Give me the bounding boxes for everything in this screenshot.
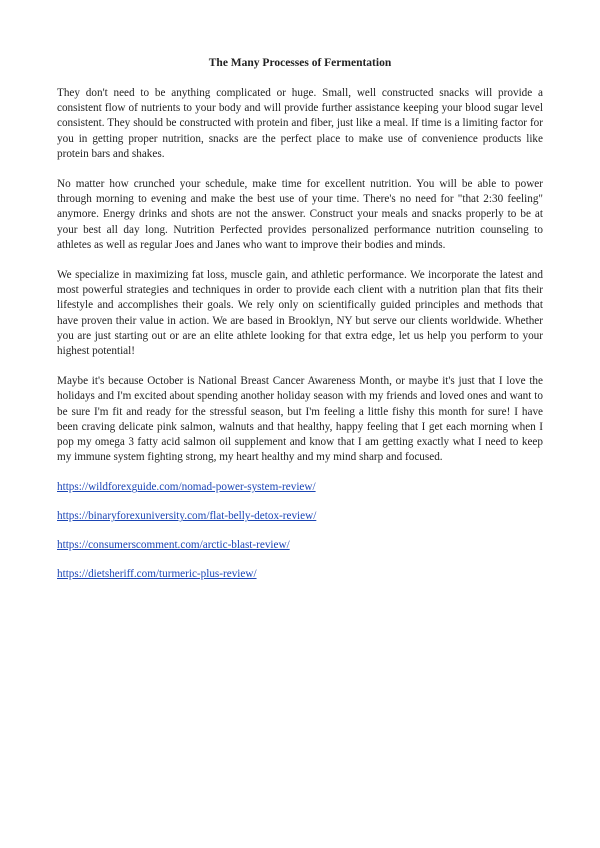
link-row (57, 567, 543, 582)
paragraph-october: Maybe it's because October is National Breast Cancer Awareness Month, or maybe it's just that I love the holidays and I'm excited about spending another holiday season with my friends and loved ones and want to be sure I'm fit and ready for the stressful season, but I'm feeling a little fishy this month for sure! I have been craving delicate pink salmon, walnuts and that healthy, happy feeling that I get each morning when I pop my omega 3 fatty acid salmon oil supplement and know that I am getting exactly what I need to keep my immune system fighting strong, my heart healthy and my mind sharp and focused. (57, 375, 543, 464)
link-list (57, 480, 543, 582)
link-row (57, 480, 543, 495)
document-title: The Many Processes of Fermentation (208, 57, 392, 69)
link-flat-belly-detox[interactable]: https://binaryforexuniversity.com/flat-belly-detox-review/ (57, 510, 317, 523)
link-turmeric-plus[interactable]: https://dietsheriff.com/turmeric-plus-review/ (57, 568, 257, 581)
document-page (57, 55, 543, 596)
link-nomad-power-system[interactable]: https://wildforexguide.com/nomad-power-system-review/ (57, 481, 316, 494)
paragraph-snacks: They don't need to be anything complicated or huge. Small, well constructed snacks will provide a consistent flow of nutrients to your body and will provide further assistance keeping your blood sugar level consistent. They should be constructed with protein and fiber, just like a meal. If time is a limiting factor for you in getting proper nutrition, snacks are the perfect place to make use of convenience products like protein bars and shakes. (57, 87, 543, 160)
paragraph-specialize: We specialize in maximizing fat loss, muscle gain, and athletic performance. We incorporate the latest and most powerful strategies and techniques in order to provide each client with a nutrition plan that fits their lifestyle and accomplishes their goals. We rely only on scientifically guided principles and methods that have proven their value in action. We are based in Brooklyn, NY but serve our clients worldwide. Whether you are just starting out or are an elite athlete looking for that extra edge, let us help you perform to your highest potential! (57, 269, 543, 358)
link-arctic-blast[interactable]: https://consumerscomment.com/arctic-blast-review/ (57, 539, 290, 552)
link-row (57, 509, 543, 524)
paragraph-schedule: No matter how crunched your schedule, make time for excellent nutrition. You will be able to power through morning to evening and make the best use of your time. There's no need for "that 2:30 feeling" anymore. Energy drinks and shots are not the answer. Construct your meals and snacks properly to be at your best all day long. Nutrition Perfected provides personalized performance nutrition counseling to athletes as well as regular Joes and Janes who want to improve their bodies and minds. (57, 178, 543, 251)
link-row (57, 538, 543, 553)
